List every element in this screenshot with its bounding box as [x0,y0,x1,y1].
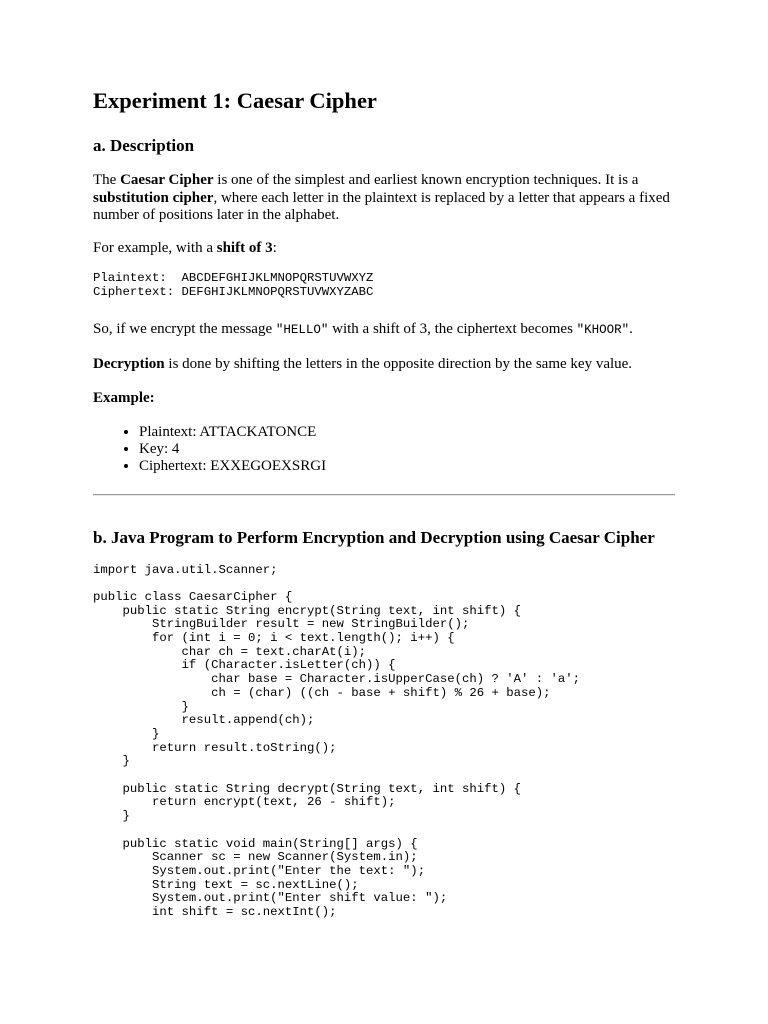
text-fragment: . [629,321,633,338]
text-fragment: , where each letter in the plaintext is replaced by a letter that appears a fixed number of positions later in the alphabet. [93,189,670,223]
text-fragment: For example, with a [93,239,217,256]
example-intro-paragraph [93,240,675,258]
bold-term: Caesar Cipher [120,172,214,188]
text-fragment: is done by shifting the letters in the opposite direction by the same key value. [164,355,633,372]
inline-code: "HELLO" [275,323,329,338]
ciphertext-alphabet-line: Ciphertext: DEFGHIJKLMNOPQRSTUVWXYZABC [93,284,374,299]
plaintext-alphabet-line: Plaintext: ABCDEFGHIJKLMNOPQRSTUVWXYZ [93,271,374,285]
list-item: • Ciphertext: EXXEGOEXSRGI [139,458,675,475]
text-fragment: : [272,239,277,256]
section-divider [93,494,675,496]
list-item: • Plaintext: ATTACKATONCE [139,424,675,441]
document-page [93,88,675,920]
inline-code: "KHOOR" [576,323,630,338]
hello-example-paragraph [93,321,675,340]
text-fragment: with a shift of 3, the ciphertext becomes [328,321,577,338]
example-heading [93,390,675,408]
text-fragment: is one of the simplest and earliest known encryption techniques. It is a [213,172,639,188]
example-list [93,424,675,476]
section-a-heading: a. Description [93,136,195,155]
decryption-paragraph [93,356,675,374]
section-b-heading: b. Java Program to Perform Encryption and Decryption using Caesar Cipher [93,527,655,547]
text-fragment: So, if we encrypt the message [93,321,276,338]
bold-term: Example: [93,390,155,407]
alphabet-mapping-block [93,272,675,299]
page-title: Experiment 1: Caesar Cipher [93,88,377,113]
bold-term: substitution cipher [93,189,214,206]
description-paragraph [93,172,675,225]
text-fragment: The [93,172,121,188]
list-item: • Key: 4 [139,441,675,458]
java-code-block: import java.util.Scanner; public class CaesarCipher { public static String encrypt(String text, int shift) { StringBuilder result = new StringBuilder(); for (int i = 0; i < text.length(); i++) { char ch = text.charAt(i); if (Character.isLetter(ch)) { char base = Character.isUpperCase(ch) ? 'A' : 'a'; ch = (char) ((ch - base + shift) % 26 + base); } result.append(ch); } return result.toString(); } public static String decrypt(String text, int shift) { return encrypt(text, 26 - shift); } public static void main(String[] args) { Scanner sc = new Scanner(System.in); System.out.print("Enter the text: "); String text = sc.nextLine(); System.out.print("Enter shift value: "); int shift = sc.nextInt(); [93,562,581,920]
bold-term: Decryption [93,355,165,372]
bold-term: shift of 3 [216,239,273,256]
